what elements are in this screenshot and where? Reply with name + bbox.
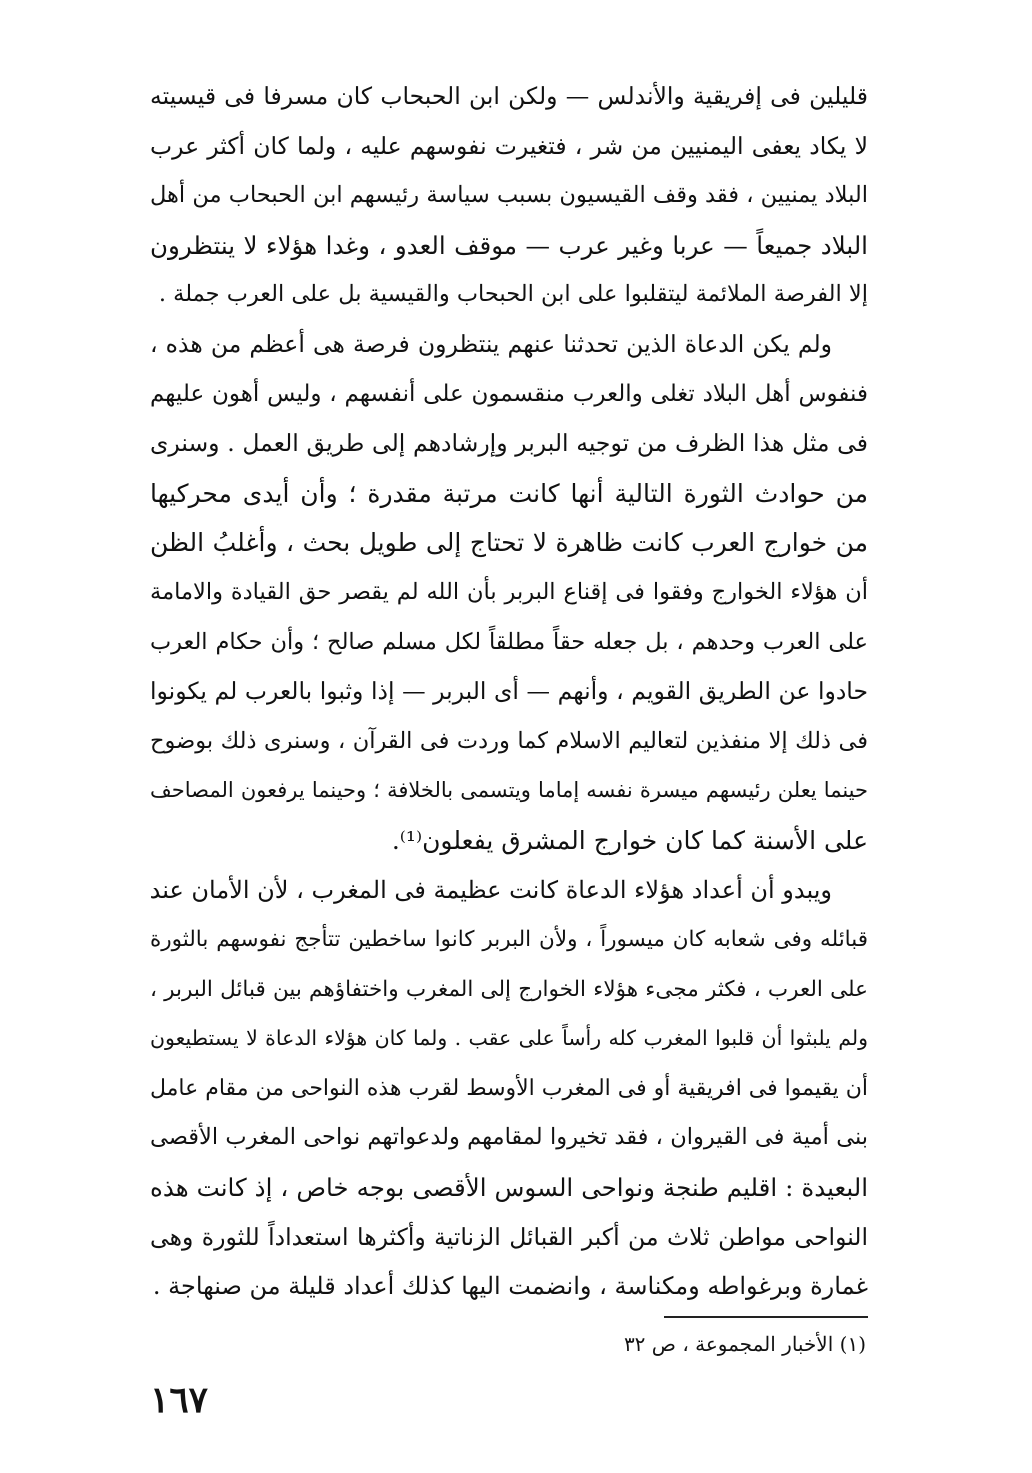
text-line: على العرب ، فكثر مجىء هؤلاء الخوارج إلى المغرب واختفاؤهم بين قبائل البربر ، xyxy=(150,976,868,1002)
text-line: لا يكاد يعفى اليمنيين من شر ، فتغيرت نفوسهم عليه ، ولما كان أكثر عرب xyxy=(150,131,868,160)
paragraph-2 xyxy=(150,320,868,866)
text-line: البلاد جميعاً — عربا وغير عرب — موقف العدو ، وغدا هؤلاء لا ينتظرون xyxy=(150,230,868,260)
text-line: ولم يلبثوا أن قلبوا المغرب كله رأساً على عقب . ولما كان هؤلاء الدعاة لا يستطيعون xyxy=(150,1026,868,1051)
text-line: بنى أمية فى القيروان ، فقد تخيروا لمقامهم ولدعواتهم نواحى المغرب الأقصى xyxy=(150,1124,868,1151)
text-line: أن يقيموا فى افريقية أو فى المغرب الأوسط لقرب هذه النواحى من مقام عامل xyxy=(150,1075,868,1101)
text-line: حينما يعلن رئيسهم ميسرة نفسه إماما ويتسمى بالخلافة ؛ وحينما يرفعون المصاحف xyxy=(150,778,868,803)
text-line: على الأسنة كما كان خوارج المشرق يفعلون⁽¹⁾. xyxy=(391,825,868,855)
page-number: ١٦٧ xyxy=(150,1379,209,1421)
text-line: ويبدو أن أعداد هؤلاء الدعاة كانت عظيمة فى المغرب ، لأن الأمان عند xyxy=(150,875,832,904)
text-line: حادوا عن الطريق القويم ، وأنهم — أى البربر — إذا وثبوا بالعرب لم يكونوا xyxy=(150,677,868,706)
paragraph-1 xyxy=(150,72,868,320)
text-line: على العرب وحدهم ، بل جعله حقاً مطلقاً لكل مسلم صالح ؛ وأن حكام العرب xyxy=(150,628,868,655)
text-line: فى مثل هذا الظرف من توجيه البربر وإرشادهم إلى طريق العمل . وسنرى xyxy=(150,429,868,458)
body-text xyxy=(150,72,868,1312)
text-line: البلاد يمنيين ، فقد وقف القيسيون بسبب سياسة رئيسهم ابن الحبحاب من أهل xyxy=(150,182,868,209)
text-line: ولم يكن الدعاة الذين تحدثنا عنهم ينتظرون فرصة هى أعظم من هذه ، xyxy=(150,329,832,358)
footnote-divider xyxy=(664,1316,868,1318)
text-line: إلا الفرصة الملائمة ليتقلبوا على ابن الحبحاب والقيسية بل على العرب جملة . xyxy=(158,281,868,308)
text-line: أن هؤلاء الخوارج وفقوا فى إقناع البربر بأن الله لم يقصر حق القيادة والامامة xyxy=(150,578,868,605)
text-line: قبائله وفى شعابه كان ميسوراً ، ولأن البربر كانوا ساخطين تتأجج نفوسهم بالثورة xyxy=(150,927,868,953)
text-line: غمارة وبرغواطه ومكناسة ، وانضمت اليها كذلك أعداد قليلة من صنهاجة . xyxy=(152,1272,868,1301)
text-line: البعيدة : اقليم طنجة ونواحى السوس الأقصى بوجه خاص ، إذ كانت هذه xyxy=(150,1173,868,1203)
text-line: فى ذلك إلا منفذين لتعاليم الاسلام كما وردت فى القرآن ، وسنرى ذلك بوضوح xyxy=(150,727,868,754)
text-line: من حوادث الثورة التالية أنها كانت مرتبة مقدرة ؛ وأن أيدى محركيها xyxy=(150,478,868,508)
footnote: (١) الأخبار المجموعة ، ص ٣٢ xyxy=(623,1332,866,1356)
text-line: قليلين فى إفريقية والأندلس — ولكن ابن الحبحاب كان مسرفا فى قيسيته xyxy=(150,82,868,110)
text-line: النواحى مواطن ثلاث من أكبر القبائل الزناتية وأكثرها استعداداً للثورة وهى xyxy=(150,1222,868,1251)
text-line: من خوارج العرب كانت ظاهرة لا تحتاج إلى طويل بحث ، وأغلبُ الظن xyxy=(150,528,868,558)
paragraph-3 xyxy=(150,866,868,1312)
text-line: فنفوس أهل البلاد تغلى والعرب منقسمون على أنفسهم ، وليس أهون عليهم xyxy=(150,380,868,407)
